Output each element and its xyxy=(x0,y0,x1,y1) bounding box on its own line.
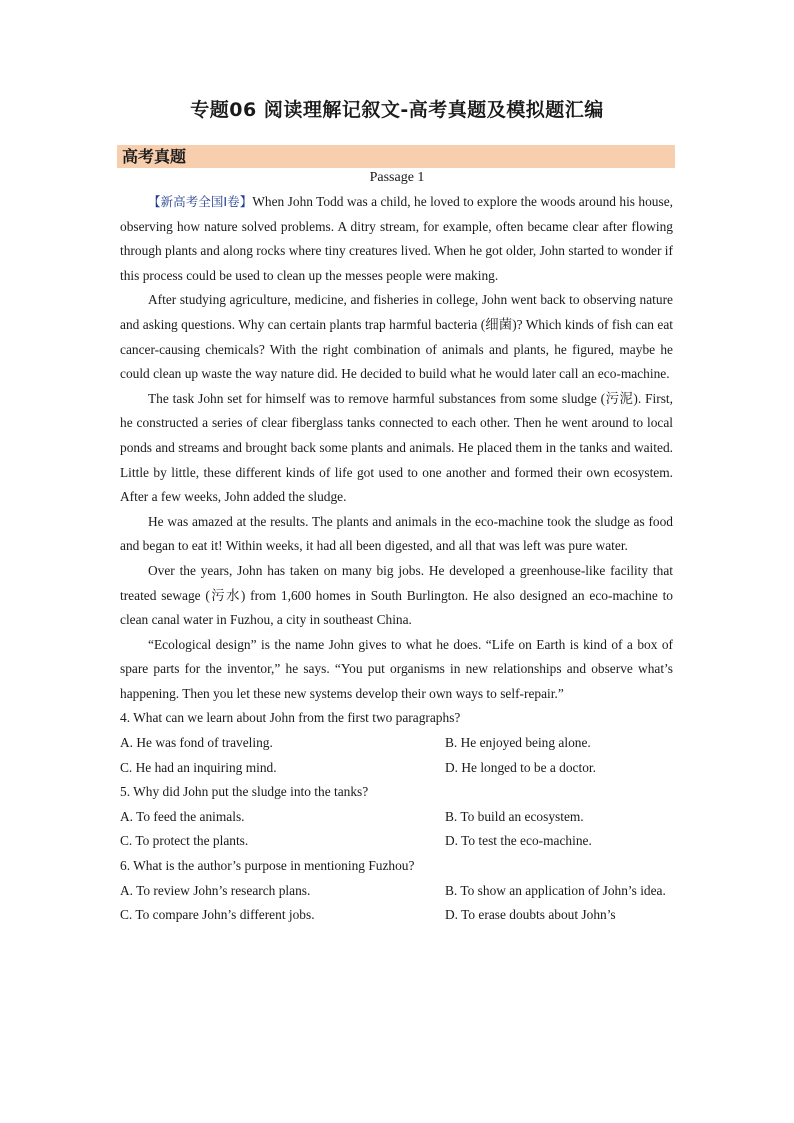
option-c: C. To protect the plants. xyxy=(120,833,249,849)
option-b: B. To show an application of John’s idea. xyxy=(445,882,666,898)
option-d: D. He longed to be a doctor. xyxy=(445,759,596,775)
passage-heading: Passage 1 xyxy=(369,170,425,185)
paragraph-3: The task John set for himself was to remove harmful substances from some sludge (污泥). First, he constructed a series of clear fiberglass tanks connected to each other. Then he went around to local ponds and streams and brought back some plants and animals. He placed them in the tanks and waited. Little by little, these different kinds of life got used to one another and formed their own ecosystem. After a few weeks, John added the sludge. xyxy=(120,390,673,505)
paragraph-4: He was amazed at the results. The plants and animals in the eco-machine took the sludge as food and began to eat it! Within weeks, it had all been digested, and all that was left was pure water. xyxy=(120,513,673,554)
question-stem: 6. What is the author’s purpose in mentioning Fuzhou? xyxy=(120,858,415,874)
paragraph-6: “Ecological design” is the name John gives to what he does. “Life on Earth is kind of a box of spare parts for the inventor,” he says. “You put organisms in new relationships and observe what’s happening. Then you let these new systems develop their own ways to self-repair.” xyxy=(120,636,673,701)
question-5 xyxy=(120,780,673,854)
option-b: B. He enjoyed being alone. xyxy=(445,735,591,751)
paragraph-text: When John Todd was a child, he loved to explore the woods around his house, observing how nature solved problems. A ditry stream, for example, often became clear after flowing through plants and along rocks where tiny creatures lived. When he got older, John started to wonder if this process could be used to clean up the messes people were making. xyxy=(120,194,674,283)
paragraph-1 xyxy=(120,190,673,288)
question-4 xyxy=(120,706,673,780)
question-6 xyxy=(120,854,673,928)
document-title: 专题06 阅读理解记叙文-高考真题及模拟题汇编 xyxy=(190,99,604,121)
option-a: A. To review John’s research plans. xyxy=(120,882,311,898)
answer-options xyxy=(120,805,673,854)
answer-options xyxy=(120,879,673,928)
option-b: B. To build an ecosystem. xyxy=(445,808,584,824)
option-a: A. To feed the animals. xyxy=(120,808,245,824)
source-tag: 【新高考全国Ⅰ卷】 xyxy=(148,194,253,209)
question-stem: 5. Why did John put the sludge into the tanks? xyxy=(120,784,369,800)
paragraph-2: After studying agriculture, medicine, and fisheries in college, John went back to observing nature and asking questions. Why can certain plants trap harmful bacteria (细菌)? Which kinds of fish can eat cancer-causing chemicals? With the right combination of animals and plants, he figured, maybe he could clean up waste the way nature did. He decided to build what he would later call an eco-machine. xyxy=(120,292,673,382)
option-d: D. To erase doubts about John’s xyxy=(445,907,616,923)
section-header-band xyxy=(117,145,675,168)
option-a: A. He was fond of traveling. xyxy=(120,735,273,751)
answer-options xyxy=(120,731,673,780)
option-c: C. To compare John’s different jobs. xyxy=(120,907,315,923)
option-c: C. He had an inquiring mind. xyxy=(120,759,277,775)
option-d: D. To test the eco-machine. xyxy=(445,833,592,849)
passage-body xyxy=(120,190,673,928)
paragraph-5: Over the years, John has taken on many big jobs. He developed a greenhouse-like facility that treated sewage (污水) from 1,600 homes in South Burlington. He also designed an eco-machine to clean canal water in Fuzhou, a city in southeast China. xyxy=(120,562,673,628)
question-stem: 4. What can we learn about John from the first two paragraphs? xyxy=(120,710,461,726)
section-label: 高考真题 xyxy=(122,147,187,166)
